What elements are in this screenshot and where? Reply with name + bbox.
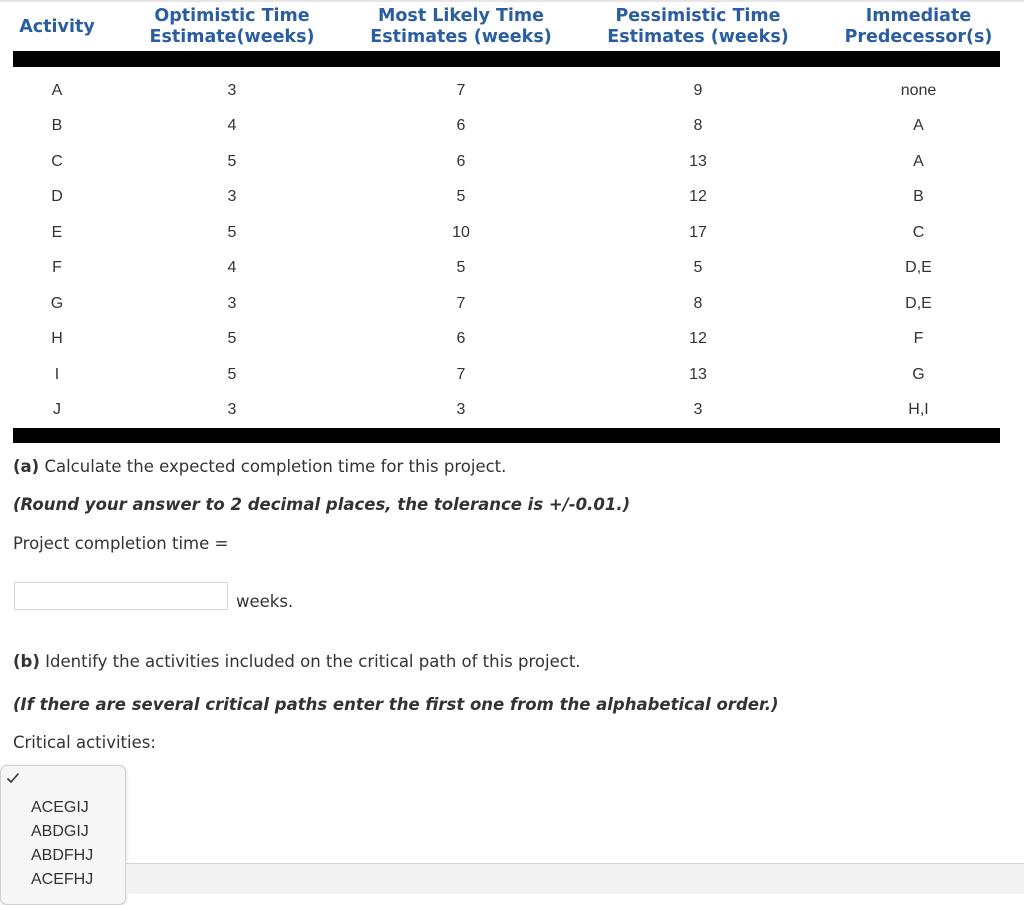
- column-header-predecessors: [837, 3, 1000, 59]
- most-likely-cell: 5: [456, 259, 466, 277]
- table-row: [13, 215, 1000, 251]
- activity-table: [13, 3, 1000, 443]
- activity-cell: F: [52, 259, 62, 277]
- column-header-pessimistic: [559, 3, 837, 59]
- predecessor-cell: B: [913, 188, 924, 206]
- part-b-instruction: (If there are several critical paths enter the first one from the alphabetical order.): [13, 695, 779, 714]
- pessimistic-cell: 17: [689, 223, 707, 241]
- column-header-line: Estimates (weeks): [607, 27, 789, 47]
- part-b-question: [13, 652, 581, 671]
- optimistic-cell: 4: [227, 259, 237, 277]
- dropdown-option-4[interactable]: ACEFHJ: [31, 871, 94, 888]
- most-likely-cell: 6: [456, 330, 466, 348]
- activity-cell: A: [51, 81, 63, 99]
- predecessor-cell: G: [912, 365, 925, 383]
- dropdown-option-1[interactable]: ACEGIJ: [31, 799, 89, 816]
- part-a-prompt: Project completion time =: [13, 534, 229, 553]
- optimistic-cell: 5: [227, 223, 237, 241]
- predecessor-cell: none: [900, 81, 937, 99]
- pessimistic-cell: 8: [693, 117, 703, 135]
- most-likely-cell: 7: [456, 81, 466, 99]
- activity-cell: J: [13, 393, 101, 436]
- column-header-most-likely: [363, 3, 559, 59]
- part-a-question-text: Calculate the expected completion time for this project.: [39, 457, 507, 476]
- completion-time-input[interactable]: [14, 582, 228, 610]
- table-row: [13, 144, 1000, 180]
- pessimistic-cell: 3: [559, 393, 837, 436]
- pessimistic-cell: 13: [689, 365, 707, 383]
- activity-cell: C: [51, 152, 63, 170]
- table-row: [13, 251, 1000, 287]
- predecessor-cell: D,E: [905, 259, 932, 277]
- column-header-optimistic: [101, 3, 363, 59]
- part-a-label: (a): [13, 457, 40, 476]
- part-a-instruction: (Round your answer to 2 decimal places, the tolerance is +/-0.01.): [13, 495, 631, 514]
- top-divider: [0, 0, 1024, 2]
- optimistic-cell: 5: [227, 365, 237, 383]
- column-header-line: Activity: [19, 16, 95, 37]
- bottom-bar: [126, 863, 1024, 894]
- pessimistic-cell: 12: [689, 188, 707, 206]
- most-likely-cell: 6: [456, 117, 466, 135]
- part-a-question: [13, 457, 506, 476]
- most-likely-cell: 5: [456, 188, 466, 206]
- column-header-activity: [13, 3, 101, 59]
- table-row: [13, 286, 1000, 322]
- activity-cell: G: [50, 294, 64, 312]
- activity-cell: I: [54, 365, 60, 383]
- predecessor-cell: H,I: [837, 393, 1000, 436]
- dropdown-option-2[interactable]: ABDGIJ: [31, 823, 89, 840]
- column-header-line: Predecessor(s): [844, 27, 993, 47]
- activity-cell: B: [51, 117, 63, 135]
- most-likely-cell: 7: [456, 365, 466, 383]
- activity-cell: E: [51, 223, 63, 241]
- most-likely-cell: 10: [452, 223, 470, 241]
- table-row: [13, 59, 1000, 109]
- column-header-line: Immediate: [865, 6, 972, 26]
- most-likely-cell: 6: [456, 152, 466, 170]
- table-row: [13, 109, 1000, 145]
- critical-path-dropdown-menu[interactable]: [0, 765, 126, 905]
- most-likely-cell: 7: [456, 294, 466, 312]
- check-icon: [6, 771, 20, 785]
- column-header-line: Most Likely Time: [377, 6, 545, 26]
- pessimistic-cell: 5: [693, 259, 703, 277]
- column-header-line: Estimate(weeks): [149, 27, 315, 47]
- part-b-question-text: Identify the activities included on the critical path of this project.: [39, 652, 581, 671]
- optimistic-cell: 5: [227, 152, 237, 170]
- optimistic-cell: 5: [227, 330, 237, 348]
- predecessor-cell: C: [912, 223, 925, 241]
- predecessor-cell: D,E: [905, 294, 932, 312]
- table-row: [13, 322, 1000, 358]
- most-likely-cell: 3: [363, 393, 559, 436]
- pessimistic-cell: 9: [693, 81, 703, 99]
- predecessor-cell: A: [913, 117, 924, 135]
- column-header-line: Pessimistic Time: [615, 6, 781, 26]
- predecessor-cell: F: [913, 330, 924, 348]
- table-header-row: [13, 3, 1000, 59]
- optimistic-cell: 3: [227, 188, 237, 206]
- activity-cell: D: [51, 188, 63, 206]
- predecessor-cell: A: [913, 152, 924, 170]
- optimistic-cell: 3: [227, 294, 237, 312]
- units-label: weeks.: [236, 592, 294, 611]
- optimistic-cell: 4: [227, 117, 237, 135]
- optimistic-cell: 3: [227, 81, 237, 99]
- table-row: [13, 357, 1000, 393]
- table-row: [13, 393, 1000, 436]
- pessimistic-cell: 13: [689, 152, 707, 170]
- column-header-line: Optimistic Time: [154, 6, 310, 26]
- optimistic-cell: 3: [101, 393, 363, 436]
- dropdown-option-3[interactable]: ABDFHJ: [31, 847, 94, 864]
- part-b-label: (b): [13, 652, 40, 671]
- table-row: [13, 180, 1000, 216]
- column-header-line: Estimates (weeks): [370, 27, 552, 47]
- activity-cell: H: [51, 330, 63, 348]
- pessimistic-cell: 12: [689, 330, 707, 348]
- pessimistic-cell: 8: [693, 294, 703, 312]
- part-b-prompt: Critical activities:: [13, 733, 156, 752]
